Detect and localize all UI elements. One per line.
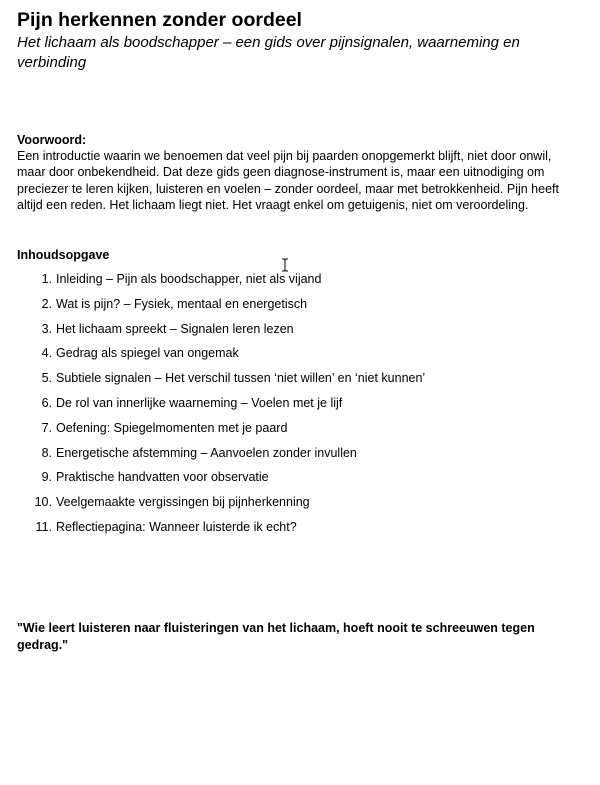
toc-item-label: Praktische handvatten voor observatie [56, 470, 269, 485]
toc-item-number: 4. [41, 346, 52, 361]
toc-item-label: Het lichaam spreekt – Signalen leren lezen [56, 321, 294, 336]
toc-item-number: 3. [41, 321, 52, 336]
toc-item-label: Wat is pijn? – Fysiek, mentaal en energetisch [56, 296, 308, 311]
document-title: Pijn herkennen zonder oordeel [17, 9, 302, 31]
toc-item-number: 9. [41, 470, 52, 485]
text-cursor-icon [281, 258, 289, 272]
foreword-heading: Voorwoord: [17, 133, 87, 147]
toc-item-number: 6. [41, 395, 52, 410]
toc-item-label: De rol van innerlijke waarneming – Voelen met je lijf [56, 395, 343, 410]
toc-item-label: Gedrag als spiegel van ongemak [56, 346, 239, 361]
toc-item-label: Energetische afstemming – Aanvoelen zonder invullen [56, 445, 357, 460]
toc-item-label: Reflectiepagina: Wanneer luisterde ik echt? [56, 519, 297, 534]
toc-item-number: 1. [41, 272, 52, 286]
toc-item-label: Inleiding – Pijn als boodschapper, niet als vijand [56, 272, 322, 286]
toc-item-label: Veelgemaakte vergissingen bij pijnherkenning [56, 495, 310, 510]
toc-item-number: 10. [34, 495, 52, 510]
toc-item-number: 11. [35, 519, 52, 534]
toc-item-label: Oefening: Spiegelmomenten met je paard [56, 420, 288, 435]
toc-item-number: 5. [41, 371, 52, 386]
toc-item-number: 2. [41, 296, 52, 311]
document-subtitle: Het lichaam als boodschapper – een gids over pijnsignalen, waarneming en verbinding [17, 34, 520, 71]
foreword-body: Een introductie waarin we benoemen dat veel pijn bij paarden onopgemerkt blijft, niet door onwil, maar door onbekendheid. Dat deze gids geen diagnose-instrument is, maar een uitnodiging om preciezer te leren kijken, luisteren en voelen – zonder oordeel, maar met betrokkenheid. Pijn heeft altijd een reden. Het lichaam liegt niet. Het vraagt enkel om getuigenis, niet om veroordeling. [17, 149, 559, 212]
closing-quote: "Wie leert luisteren naar fluisteringen van het lichaam, hoeft nooit te schreeuwen tegen gedrag." [17, 621, 535, 652]
toc-heading: Inhoudsopgave [17, 248, 110, 262]
toc-item-label: Subtiele signalen – Het verschil tussen ‘niet willen’ en ‘niet kunnen’ [56, 371, 426, 386]
toc-item-number: 7. [41, 420, 52, 435]
toc-item-number: 8. [41, 445, 52, 460]
